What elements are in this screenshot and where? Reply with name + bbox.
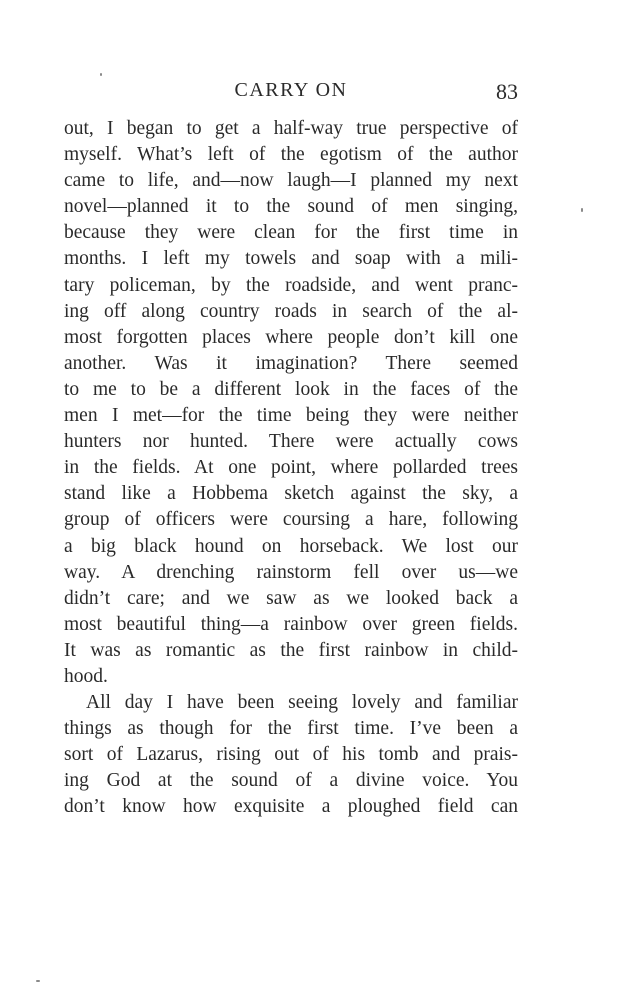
text-line: to me to be a different look in the faces of the	[64, 378, 518, 400]
text-line: didn’t care; and we saw as we looked back a	[64, 587, 518, 609]
text-line: tary policeman, by the roadside, and went pranc-	[64, 274, 518, 296]
text-line: myself. What’s left of the egotism of the author	[64, 144, 518, 166]
text-line: months. I left my towels and soap with a mili-	[64, 248, 518, 270]
text-line: novel—planned it to the sound of men singing,	[64, 196, 518, 218]
text-line: a big black hound on horseback. We lost our	[64, 535, 518, 557]
text-line: came to life, and—now laugh—I planned my next	[64, 170, 518, 192]
text-line: group of officers were coursing a hare, following	[64, 509, 518, 531]
text-line: It was as romantic as the first rainbow in child-	[64, 639, 518, 661]
text-line: stand like a Hobbema sketch against the sky, a	[64, 483, 518, 505]
running-head	[64, 79, 518, 109]
text-line: most beautiful thing—a rainbow over green fields.	[64, 613, 518, 635]
text-line: hunters nor hunted. There were actually cows	[64, 431, 518, 453]
text-line: sort of Lazarus, rising out of his tomb and prais-	[64, 744, 518, 766]
running-title: CARRY ON	[234, 79, 348, 101]
text-line: don’t know how exquisite a ploughed field can	[64, 796, 518, 818]
text-line: out, I began to get a half-way true perspective of	[64, 118, 518, 139]
body-text	[64, 116, 518, 821]
paragraph-start-line: All day I have been seeing lovely and familiar	[86, 692, 518, 714]
page-number: 83	[496, 79, 518, 104]
paper-speck	[581, 208, 583, 212]
text-line: ing off along country roads in search of the al-	[64, 300, 518, 322]
text-line: most forgotten places where people don’t kill one	[64, 326, 518, 348]
text-line: way. A drenching rainstorm fell over us—we	[64, 561, 518, 583]
text-line: because they were clean for the first time in	[64, 222, 518, 244]
text-line: ing God at the sound of a divine voice. You	[64, 770, 518, 792]
text-line: things as though for the first time. I’ve been a	[64, 718, 518, 740]
paper-speck	[100, 73, 102, 76]
text-line: men I met—for the time being they were neither	[64, 405, 518, 427]
text-line: another. Was it imagination? There seemed	[64, 352, 518, 374]
text-line: hood.	[64, 665, 108, 687]
paper-speck	[36, 980, 40, 982]
text-line: in the fields. At one point, where pollarded trees	[64, 457, 518, 479]
